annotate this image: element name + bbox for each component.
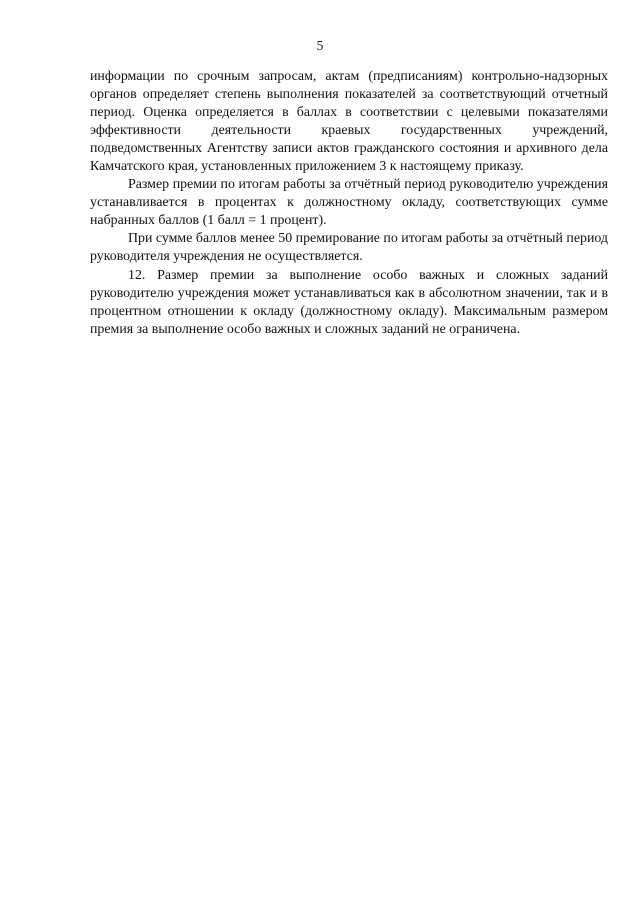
page-number: 5 [316,38,324,53]
paragraph-continuation: информации по срочным запросам, актам (предписаниям) контрольно-надзорных органов определяет степень выполнения показателей за соответствующий отчетный период. Оценка определяется в баллах в соответствии с целевыми показателями эффективности деятельности краевых государственных учреждений, подведомственных Агентству записи актов гражданского состояния и архивного дела Камчатского края, установленных приложением 3 к настоящему приказу. [90,69,608,175]
paragraph-item-12: 12. Размер премии за выполнение особо важных и сложных заданий руководителю учреждения может устанавливаться как в абсолютном значении, так и в процентном отношении к окладу (должностному окладу). Максимальным размером премия за выполнение особо важных и сложных заданий не ограничена. [90,267,608,337]
paragraph-bonus-size: Размер премии по итогам работы за отчётный период руководителю учреждения устанавливается в процентах к должностному окладу, соответствующих сумме набранных баллов (1 балл = 1 процент). [90,177,608,229]
paragraph-minimum-score: При сумме баллов менее 50 премирование по итогам работы за отчётный период руководителя учреждения не осуществляется. [90,231,608,265]
document-body [90,68,608,339]
